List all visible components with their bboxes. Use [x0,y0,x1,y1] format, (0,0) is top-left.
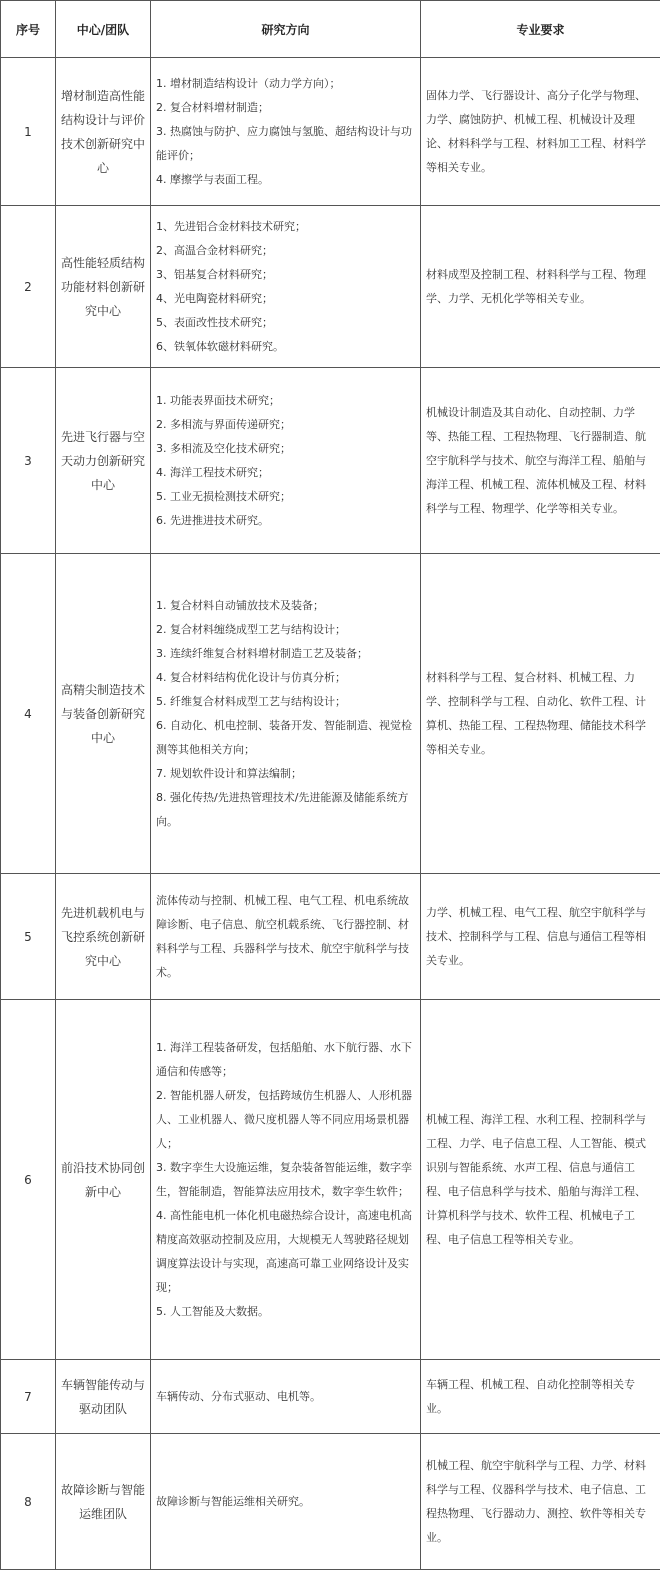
direction-item: 4. 海洋工程技术研究； [156,461,416,485]
table-row [1,58,660,206]
header-center: 中心/团队 [56,1,151,58]
major-requirement: 机械工程、航空宇航科学与工程、力学、材料科学与工程、仪器科学与技术、电子信息、工程热物理、飞行器动力、测控、软件等相关专业。 [421,1434,660,1570]
direction-item: 5. 纤维复合材料成型工艺与结构设计； [156,690,416,714]
direction-item: 3、铝基复合材料研究； [156,263,416,287]
direction-item: 5. 人工智能及大数据。 [156,1300,416,1324]
header-direction: 研究方向 [151,1,421,58]
major-requirement: 机械设计制造及其自动化、自动控制、力学等、热能工程、工程热物理、飞行器制造、航空宇航科学与技术、航空与海洋工程、船舶与海洋工程、机械工程、流体机械及工程、材料科学与工程、物理学、化学等相关专业。 [421,368,660,554]
direction-item: 5. 工业无损检测技术研究； [156,485,416,509]
direction-item: 流体传动与控制、机械工程、电气工程、机电系统故障诊断、电子信息、航空机载系统、飞行器控制、材料科学与工程、兵器科学与技术、航空宇航科学与技术。 [156,889,416,985]
direction-item: 6. 先进推进技术研究。 [156,509,416,533]
major-requirement: 固体力学、飞行器设计、高分子化学与物理、力学、腐蚀防护、机械工程、机械设计及理论、材料科学与工程、材料加工工程、材料学等相关专业。 [421,58,660,206]
center-name: 高精尖制造技术与装备创新研究中心 [56,554,151,874]
center-name: 前沿技术协同创新中心 [56,1000,151,1360]
direction-item: 4、光电陶瓷材料研究； [156,287,416,311]
table-row [1,874,660,1000]
direction-item: 5、表面改性技术研究； [156,311,416,335]
table-row [1,368,660,554]
row-number: 2 [1,206,56,368]
header-row [1,1,660,58]
major-requirement: 机械工程、海洋工程、水利工程、控制科学与工程、力学、电子信息工程、人工智能、模式识别与智能系统、水声工程、信息与通信工程、电子信息科学与技术、船舶与海洋工程、计算机科学与技术、软件工程、机械电子工程、电子信息工程等相关专业。 [421,1000,660,1360]
direction-item: 3. 数字孪生大设施运维，复杂装备智能运维，数字孪生，智能制造，智能算法应用技术，数字孪生软件； [156,1156,416,1204]
direction-item: 1. 海洋工程装备研发，包括船舶、水下航行器、水下通信和传感等； [156,1036,416,1084]
row-number: 1 [1,58,56,206]
header-no: 序号 [1,1,56,58]
direction-item: 2. 复合材料增材制造； [156,96,416,120]
direction-item: 6. 自动化、机电控制、装备开发、智能制造、视觉检测等其他相关方向； [156,714,416,762]
direction-item: 4. 摩擦学与表面工程。 [156,168,416,192]
row-number: 8 [1,1434,56,1570]
research-directions [151,1434,421,1570]
major-requirement: 材料成型及控制工程、材料科学与工程、物理学、力学、无机化学等相关专业。 [421,206,660,368]
research-directions [151,554,421,874]
table-row [1,1360,660,1434]
row-number: 7 [1,1360,56,1434]
direction-item: 3. 热腐蚀与防护、应力腐蚀与氢脆、超结构设计与功能评价； [156,120,416,168]
direction-item: 2. 智能机器人研发，包括跨域仿生机器人、人形机器人、工业机器人、微尺度机器人等不同应用场景机器人； [156,1084,416,1156]
row-number: 6 [1,1000,56,1360]
research-directions [151,58,421,206]
row-number: 3 [1,368,56,554]
direction-item: 4. 复合材料结构优化设计与仿真分析； [156,666,416,690]
direction-item: 7. 规划软件设计和算法编制； [156,762,416,786]
research-directions [151,874,421,1000]
row-number: 5 [1,874,56,1000]
row-number: 4 [1,554,56,874]
direction-item: 6、铁氧体软磁材料研究。 [156,335,416,359]
research-directions [151,206,421,368]
direction-item: 3. 多相流及空化技术研究； [156,437,416,461]
table-row [1,1434,660,1570]
direction-item: 3. 连续纤维复合材料增材制造工艺及装备； [156,642,416,666]
center-name: 增材制造高性能结构设计与评价技术创新研究中心 [56,58,151,206]
center-name: 高性能轻质结构功能材料创新研究中心 [56,206,151,368]
direction-item: 4. 高性能电机一体化机电磁热综合设计，高速电机高精度高效驱动控制及应用，大规模无人驾驶路径规划调度算法设计与实现，高速高可靠工业网络设计及实现； [156,1204,416,1300]
direction-item: 2、高温合金材料研究； [156,239,416,263]
direction-item: 1. 功能表界面技术研究； [156,389,416,413]
research-directions [151,1000,421,1360]
direction-item: 2. 多相流与界面传递研究； [156,413,416,437]
major-requirement: 材料科学与工程、复合材料、机械工程、力学、控制科学与工程、自动化、软件工程、计算机、热能工程、工程热物理、储能技术科学等相关专业。 [421,554,660,874]
center-name: 先进飞行器与空天动力创新研究中心 [56,368,151,554]
table-row [1,554,660,874]
direction-item: 车辆传动、分布式驱动、电机等。 [156,1385,416,1409]
table-row [1,206,660,368]
major-requirement: 力学、机械工程、电气工程、航空宇航科学与技术、控制科学与工程、信息与通信工程等相关专业。 [421,874,660,1000]
research-directions [151,1360,421,1434]
major-requirement: 车辆工程、机械工程、自动化控制等相关专业。 [421,1360,660,1434]
direction-item: 故障诊断与智能运维相关研究。 [156,1490,416,1514]
direction-item: 2. 复合材料缠绕成型工艺与结构设计； [156,618,416,642]
header-requirement: 专业要求 [421,1,660,58]
center-name: 车辆智能传动与驱动团队 [56,1360,151,1434]
center-name: 故障诊断与智能运维团队 [56,1434,151,1570]
direction-item: 1. 复合材料自动铺放技术及装备； [156,594,416,618]
direction-item: 1、先进铝合金材料技术研究； [156,215,416,239]
center-name: 先进机载机电与飞控系统创新研究中心 [56,874,151,1000]
research-directions [151,368,421,554]
table-row [1,1000,660,1360]
direction-item: 1. 增材制造结构设计（动力学方向）； [156,72,416,96]
direction-item: 8. 强化传热/先进热管理技术/先进能源及储能系统方向。 [156,786,416,834]
